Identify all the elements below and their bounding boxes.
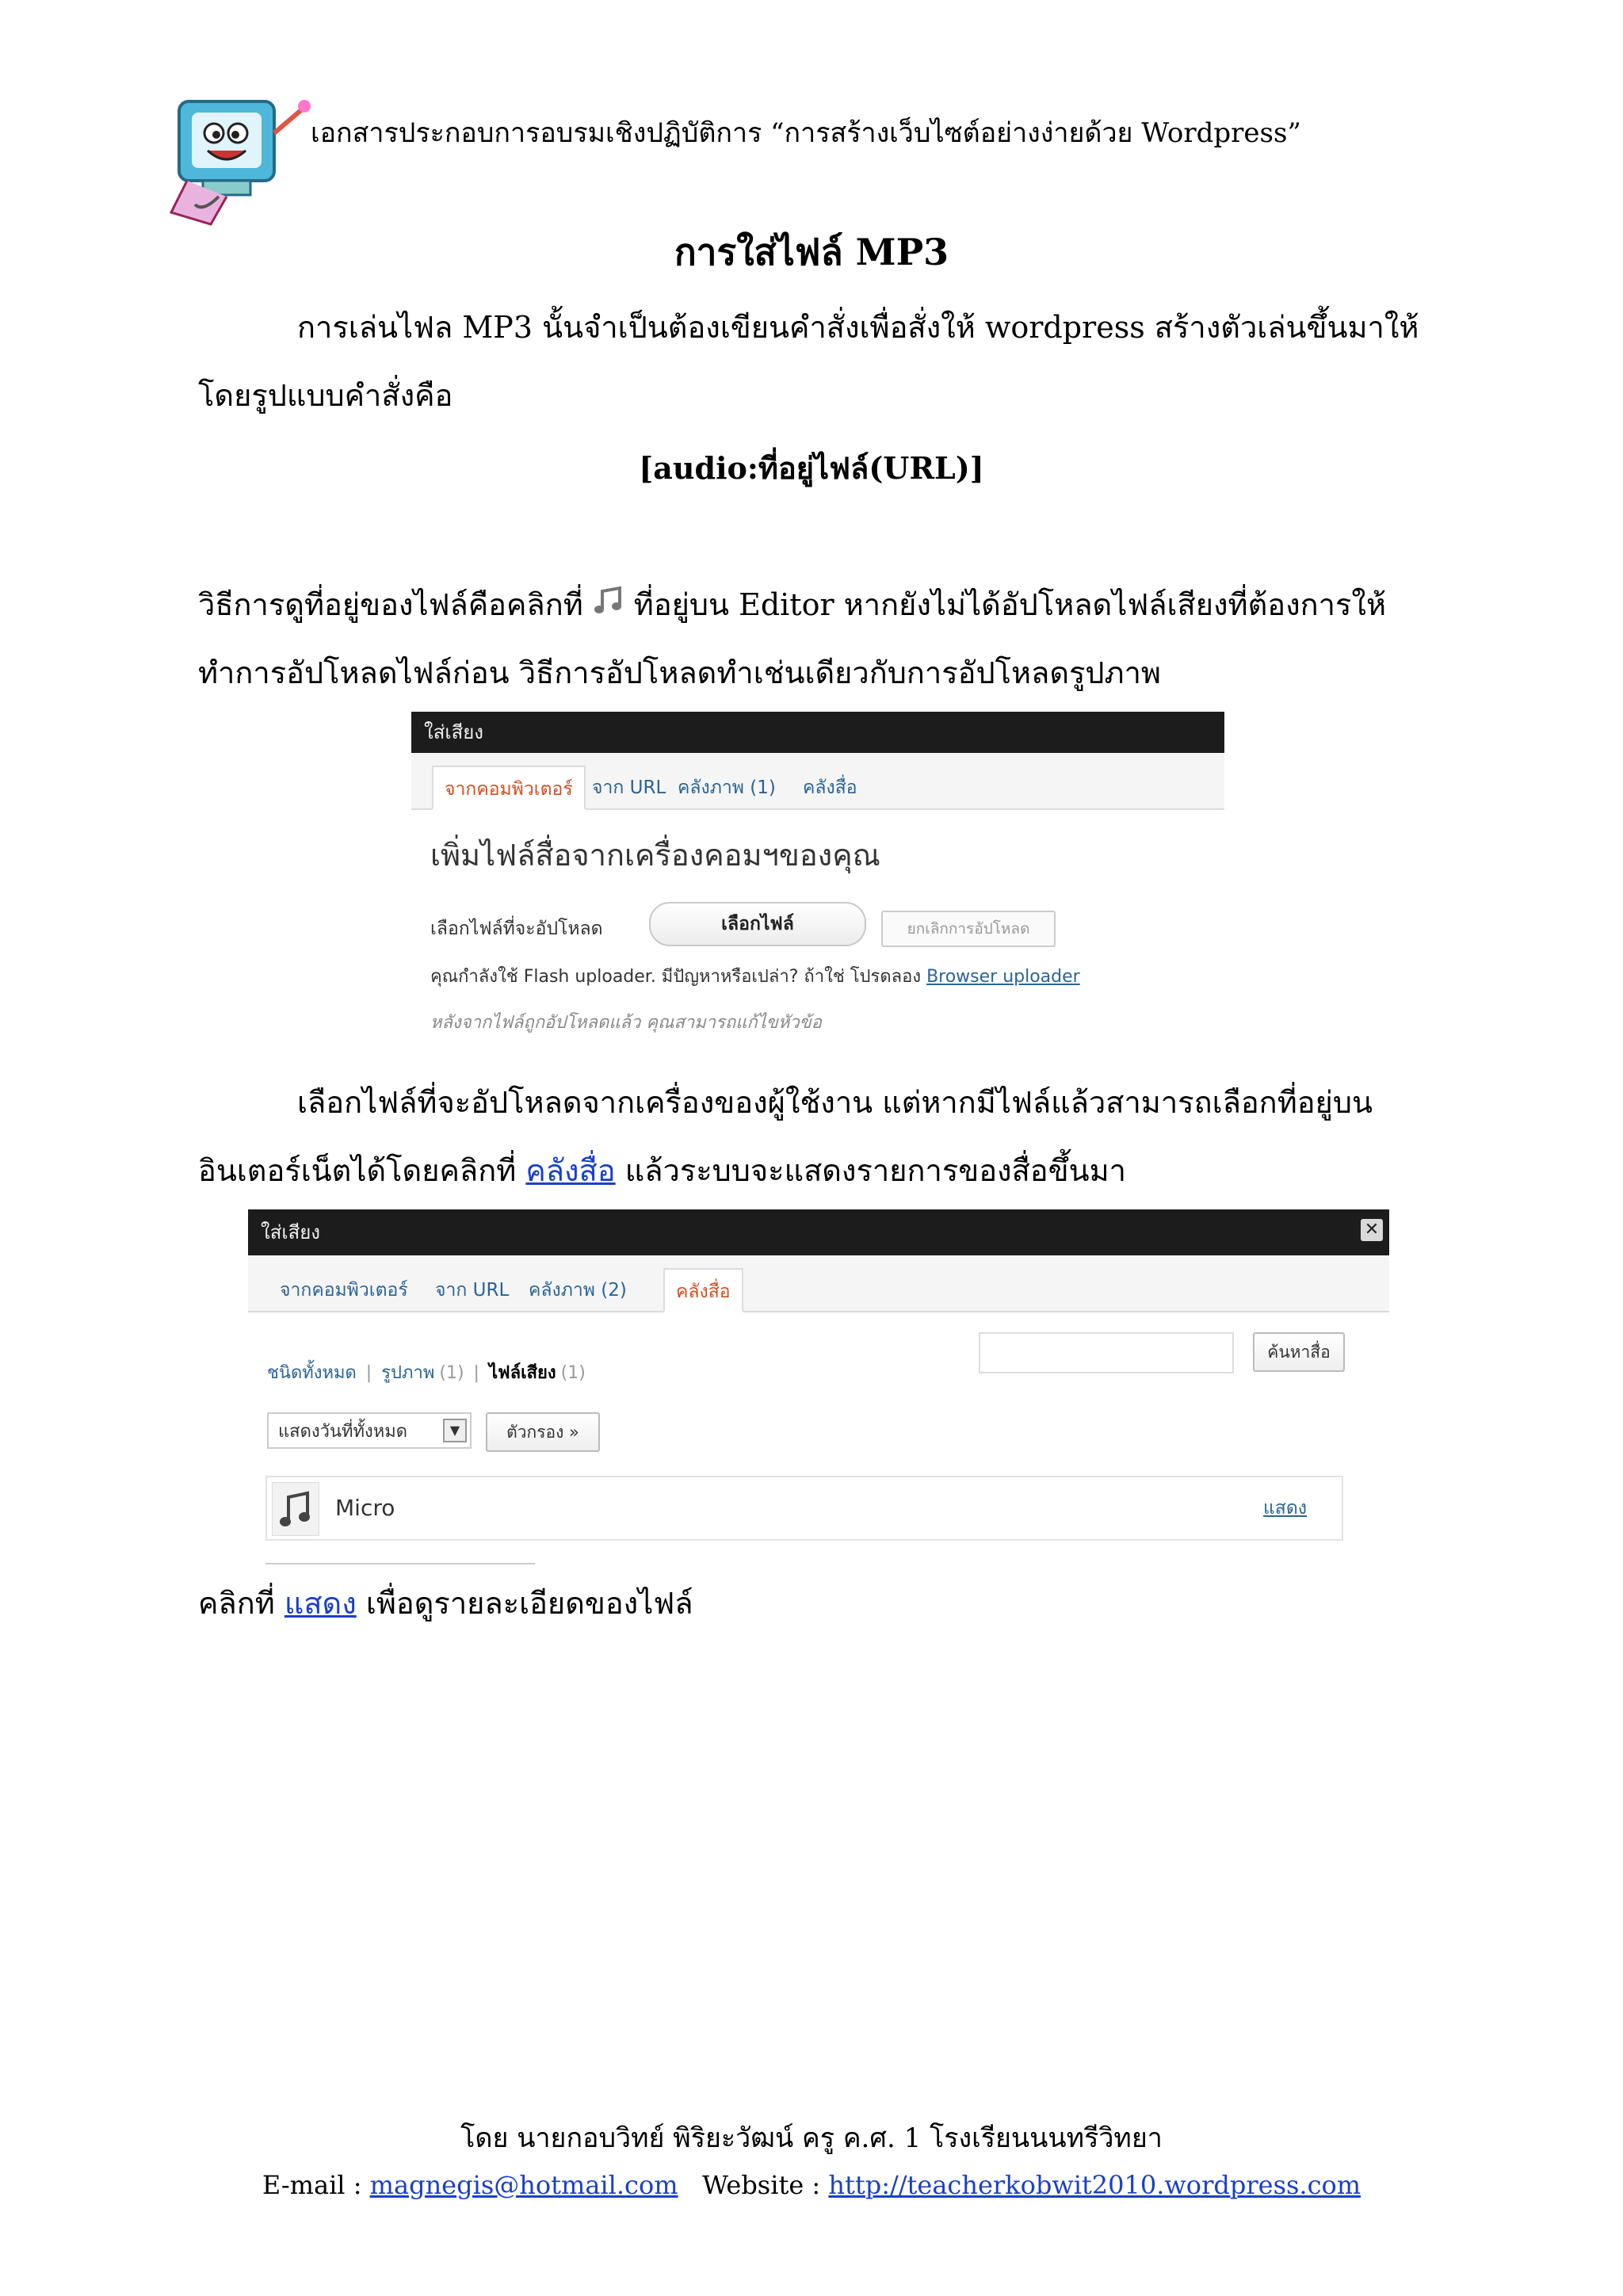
panel1-heading: เพิ่มไฟล์สื่อจากเครื่องคอมฯของคุณ: [430, 838, 880, 873]
filter-audio[interactable]: ไฟล์เสียง: [488, 1363, 556, 1383]
media-type-filters: ชนิดทั้งหมด | รูปภาพ (1) | ไฟล์เสียง (1): [267, 1363, 586, 1383]
footer-author: โดย นายกอบวิทย์ พิริยะวัฒน์ ครู ค.ศ. 1 โรงเรียนนนทรีวิทยา: [460, 2122, 1163, 2154]
media-search-input[interactable]: [979, 1332, 1234, 1373]
intro-paragraph: การเล่นไฟล MP3 นั้นจำเป็นต้องเขียนคำสั่งเพื่อสั่งให้ wordpress สร้างตัวเล่นขึ้นมาให้โดยรูปแบบคำสั่งคือ: [198, 310, 1419, 413]
email-label: E-mail :: [262, 2170, 362, 2200]
cancel-upload-button[interactable]: ยกเลิกการอัปโหลด: [881, 911, 1056, 947]
search-media-button[interactable]: ค้นหาสื่อ: [1253, 1332, 1345, 1372]
step1-paragraph: [198, 571, 1434, 707]
media-library-panel: [248, 1209, 1389, 1561]
step1-text-before: วิธีการดูที่อยู่ของไฟล์คือคลิกที่: [198, 587, 583, 622]
tab-media-library[interactable]: คลังสื่อ: [663, 1268, 743, 1312]
step3-text-before: คลิกที่: [198, 1586, 275, 1621]
date-filter-select[interactable]: [267, 1412, 472, 1449]
panel2-title: ใส่เสียง: [261, 1221, 320, 1244]
music-note-icon: [591, 583, 626, 618]
upload-audio-panel: [411, 712, 1224, 1060]
choose-file-button[interactable]: เลือกไฟล์: [649, 902, 866, 946]
document-header: เอกสารประกอบการอบรมเชิงปฏิบัติการ “การสร้างเว็บไซต์อย่างง่ายด้วย Wordpress”: [311, 117, 1301, 149]
filter-audio-count: (1): [560, 1363, 586, 1383]
chevron-down-icon[interactable]: ▼: [443, 1419, 467, 1442]
website-label: Website :: [702, 2170, 821, 2200]
step3-paragraph: [198, 1569, 1434, 1637]
tab-from-computer[interactable]: จากคอมพิวเตอร์: [280, 1280, 408, 1301]
audio-shortcode: [audio:ที่อยู่ไฟล์(URL)]: [639, 450, 984, 486]
media-library-link[interactable]: คลังสื่อ: [525, 1153, 616, 1188]
panel1-tabbar: [411, 753, 1224, 810]
tab-from-url[interactable]: จาก URL: [435, 1280, 510, 1301]
date-filter-value: แสดงวันที่ทั้งหมด: [278, 1422, 408, 1442]
media-item-row[interactable]: [265, 1476, 1343, 1541]
panel2-titlebar: [248, 1209, 1389, 1255]
audio-file-icon: [272, 1482, 319, 1536]
tab-gallery[interactable]: คลังภาพ (1): [678, 777, 776, 798]
step3-text-after: เพื่อดูรายละเอียดของไฟล์: [365, 1586, 693, 1621]
tab-from-url[interactable]: จาก URL: [592, 777, 666, 798]
divider: [265, 1563, 535, 1564]
step1-text-after: ที่อยู่บน Editor หากยังไม่ได้อัปโหลดไฟล์เสียงที่ต้องการให้ทำการอัปโหลดไฟล์ก่อน วิธีการอัปโหลดทำเช่นเดียวกับการอัปโหลดรูปภาพ: [198, 587, 1386, 690]
tab-gallery[interactable]: คลังภาพ (2): [529, 1280, 627, 1301]
flash-uploader-note: [430, 962, 1080, 990]
filter-images[interactable]: รูปภาพ: [381, 1363, 435, 1383]
tab-media-library[interactable]: คลังสื่อ: [803, 777, 857, 798]
tab-from-computer[interactable]: จากคอมพิวเตอร์: [432, 766, 586, 810]
page-title: การใส่ไฟล์ MP3: [674, 231, 949, 273]
show-details-link[interactable]: แสดง: [284, 1586, 357, 1621]
after-upload-note: หลังจากไฟล์ถูกอัปโหลดแล้ว คุณสามารถแก้ไขหัวข้อ: [430, 1013, 822, 1033]
browser-uploader-link[interactable]: Browser uploader: [926, 967, 1080, 987]
flash-uploader-text: คุณกำลังใช้ Flash uploader. มีปัญหาหรือเปล่า? ถ้าใช่ โปรดลอง: [430, 967, 922, 987]
filter-all-types[interactable]: ชนิดทั้งหมด: [267, 1363, 357, 1383]
panel2-tabbar: [248, 1255, 1389, 1312]
media-item-name: Micro: [335, 1495, 395, 1521]
close-icon[interactable]: ✕: [1361, 1219, 1383, 1241]
step2-text-before: เลือกไฟล์ที่จะอัปโหลดจากเครื่องของผู้ใช้งาน แต่หากมีไฟล์แล้วสามารถเลือกที่อยู่บนอินเตอร์เน็ตได้โดยคลิกที่: [198, 1085, 1373, 1188]
email-link[interactable]: magnegis@hotmail.com: [369, 2170, 678, 2200]
choose-file-label: เลือกไฟล์ที่จะอัปโหลด: [430, 919, 603, 939]
computer-mascot-icon: [155, 86, 314, 235]
show-media-link[interactable]: แสดง: [1262, 1498, 1307, 1519]
panel1-titlebar: ใส่เสียง: [411, 712, 1224, 753]
website-link[interactable]: http://teacherkobwit2010.wordpress.com: [828, 2170, 1361, 2200]
step2-text-after: แล้วระบบจะแสดงรายการของสื่อขึ้นมา: [624, 1153, 1126, 1188]
footer-contact: [0, 2170, 1623, 2200]
step2-paragraph: [198, 1068, 1434, 1205]
filter-button[interactable]: ตัวกรอง »: [486, 1412, 600, 1452]
filter-images-count: (1): [439, 1363, 464, 1383]
